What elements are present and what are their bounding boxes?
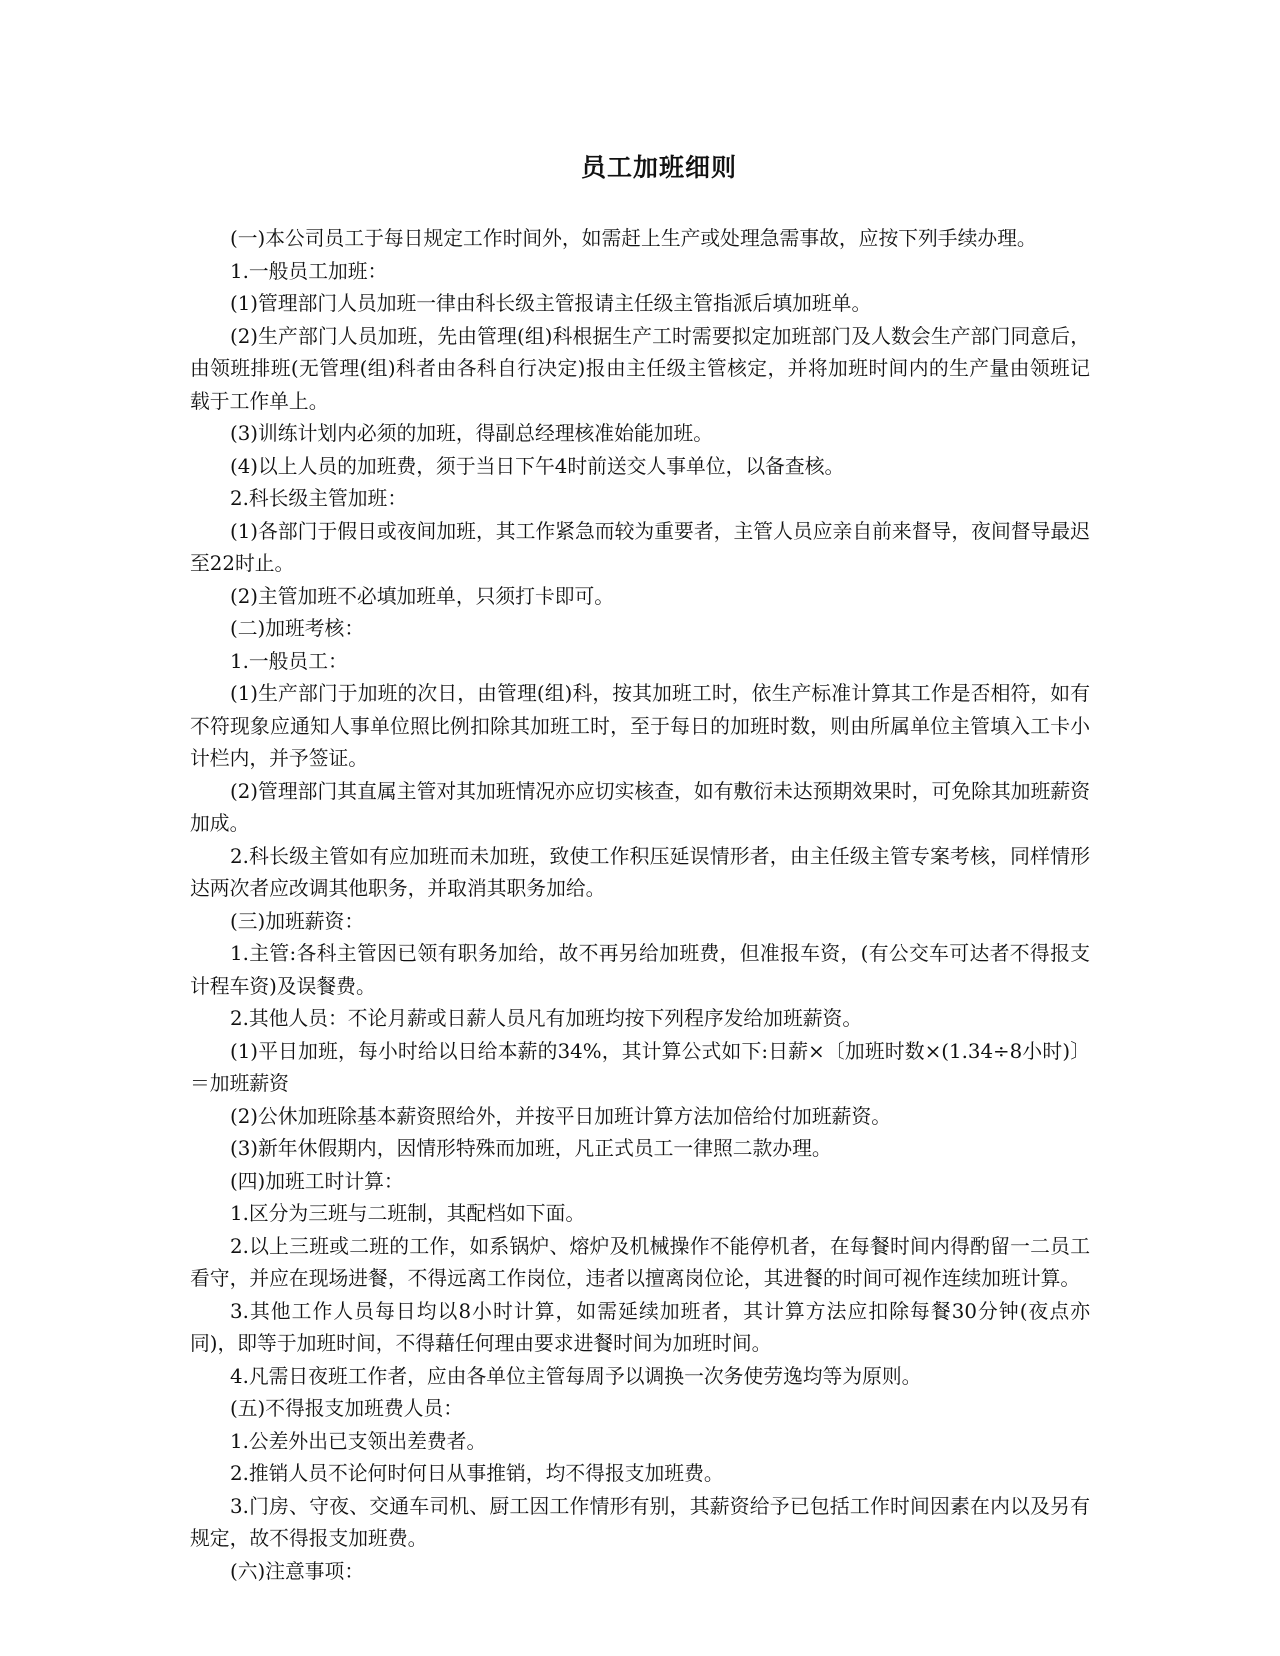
paragraph: (1)平日加班，每小时给以日给本薪的34%，其计算公式如下:日薪×〔加班时数×(1.34÷8小时)〕＝加班薪资 [190, 1039, 1090, 1095]
paragraph: 1.一般员工加班： [230, 259, 388, 283]
paragraph: (3)新年休假期内，因情形特殊而加班，凡正式员工一律照二款办理。 [230, 1137, 832, 1160]
paragraph: 1.公差外出已支领出差费者。 [230, 1429, 487, 1453]
paragraph: 1.主管:各科主管因已领有职务加给，故不再另给加班费，但准报车资，(有公交车可达者不得报支计程车资)及误餐费。 [190, 942, 1090, 998]
paragraph: (2)管理部门其直属主管对其加班情况亦应切实核查，如有敷衍未达预期效果时，可免除其加班薪资加成。 [190, 779, 1090, 835]
paragraph: 2.推销人员不论何时何日从事推销，均不得报支加班费。 [230, 1462, 724, 1485]
paragraph: (六)注意事项： [230, 1559, 365, 1583]
paragraph: 4.凡需日夜班工作者，应由各单位主管每周予以调换一次务使劳逸均等为原则。 [230, 1364, 922, 1388]
paragraph: (3)训练计划内必须的加班，得副总经理核准始能加班。 [230, 422, 713, 445]
paragraph: (4)以上人员的加班费，须于当日下午4时前送交人事单位，以备查核。 [230, 454, 845, 478]
paragraph: 2.科长级主管加班： [230, 487, 408, 510]
paragraph: (2)生产部门人员加班，先由管理(组)科根据生产工时需要拟定加班部门及人数会生产部门同意后，由领班排班(无管理(组)科者由各科自行决定)报由主任级主管核定，并将加班时间内的生产量由领班记载于工作单上。 [190, 324, 1090, 413]
paragraph: (四)加班工时计算： [230, 1169, 404, 1193]
paragraph: (1)各部门于假日或夜间加班，其工作紧急而较为重要者，主管人员应亲自前来督导，夜间督导最迟至22时止。 [190, 519, 1090, 575]
paragraph: 1.一般员工： [230, 649, 348, 673]
paragraph: 3.其他工作人员每日均以8小时计算，如需延续加班者，其计算方法应扣除每餐30分钟(夜点亦同)，即等于加班时间，不得藉任何理由要求进餐时间为加班时间。 [190, 1299, 1090, 1355]
paragraph: (一)本公司员工于每日规定工作时间外，如需赶上生产或处理急需事故，应按下列手续办理。 [230, 227, 1037, 250]
paragraph: 3.门房、守夜、交通车司机、厨工因工作情形有别，其薪资给予已包括工作时间因素在内以及另有规定，故不得报支加班费。 [190, 1494, 1090, 1550]
paragraph: (五)不得报支加班费人员： [230, 1397, 464, 1420]
document-body [190, 223, 1090, 1588]
paragraph: (1)管理部门人员加班一律由科长级主管报请主任级主管指派后填加班单。 [230, 292, 872, 315]
paragraph: 2.其他人员：不论月薪或日薪人员凡有加班均按下列程序发给加班薪资。 [230, 1007, 863, 1030]
paragraph: (2)公休加班除基本薪资照给外，并按平日加班计算方法加倍给付加班薪资。 [230, 1104, 892, 1128]
document-title: 员工加班细则 [580, 153, 737, 182]
paragraph: 2.以上三班或二班的工作，如系锅炉、熔炉及机械操作不能停机者，在每餐时间内得酌留一二员工看守，并应在现场进餐，不得远离工作岗位，违者以擅离岗位论，其进餐的时间可视作连续加班计算。 [190, 1234, 1090, 1290]
paragraph: 2.科长级主管如有应加班而未加班，致使工作积压延误情形者，由主任级主管专案考核，同样情形达两次者应改调其他职务，并取消其职务加给。 [190, 844, 1090, 900]
paragraph: (2)主管加班不必填加班单，只须打卡即可。 [230, 584, 615, 608]
paragraph: (三)加班薪资： [230, 909, 365, 933]
paragraph: 1.区分为三班与二班制，其配档如下面。 [230, 1202, 586, 1225]
paragraph: (二)加班考核： [230, 617, 365, 640]
paragraph: (1)生产部门于加班的次日，由管理(组)科，按其加班工时，依生产标准计算其工作是否相符，如有不符现象应通知人事单位照比例扣除其加班工时，至于每日的加班时数，则由所属单位主管填入工卡小计栏内，并予签证。 [190, 682, 1090, 770]
